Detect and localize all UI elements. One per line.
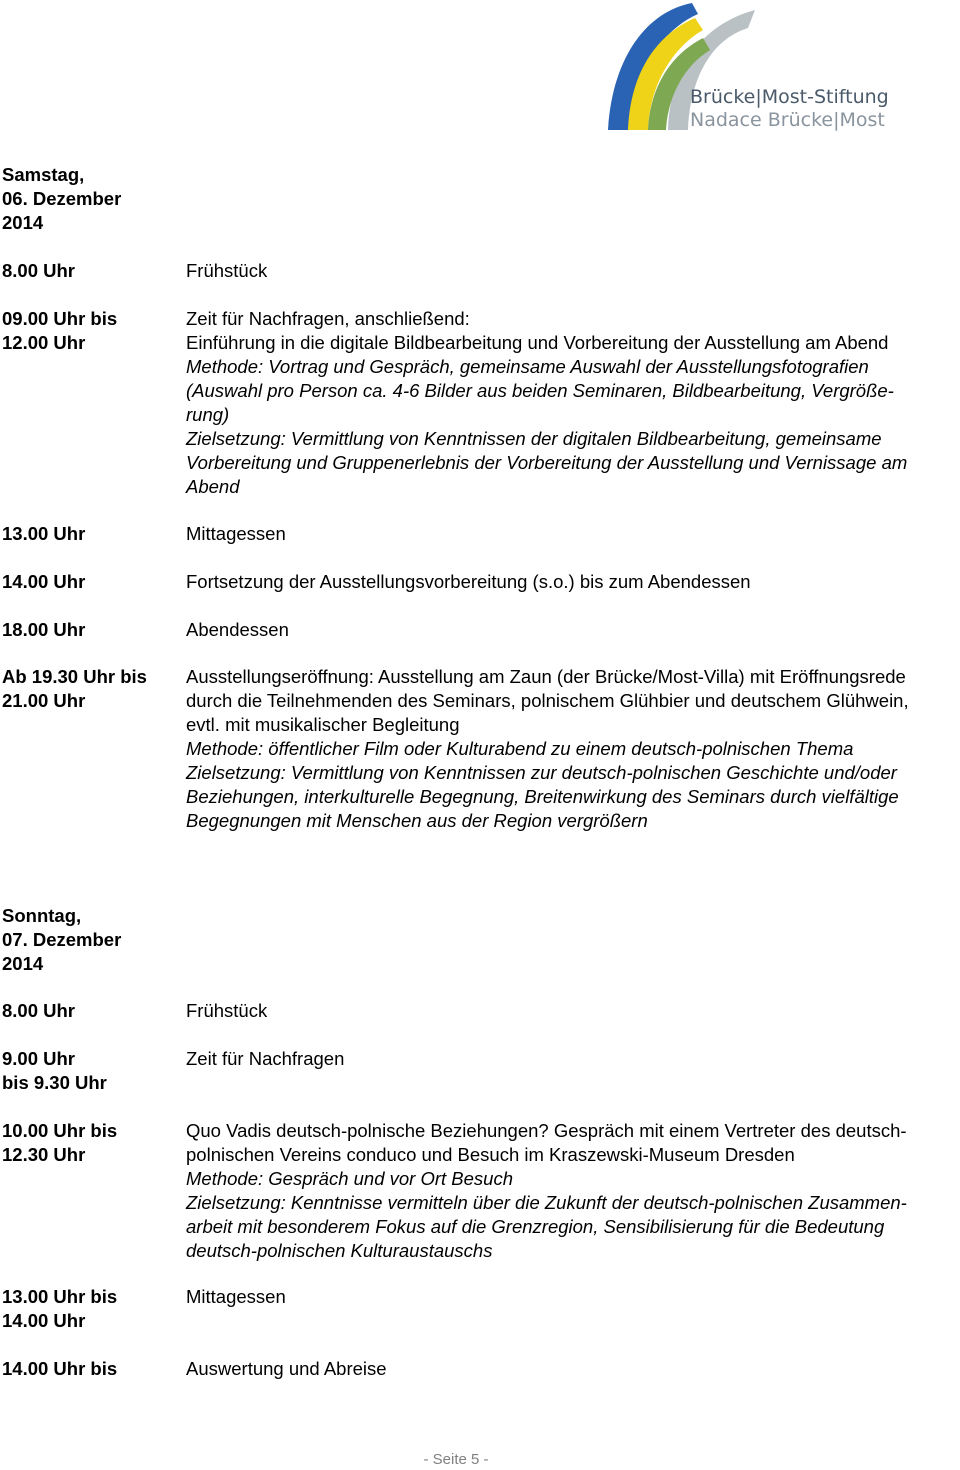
day-heading-line: Samstag, — [2, 164, 85, 185]
entry-description — [186, 259, 960, 283]
desc-line: durch die Teilnehmenden des Seminars, polnischem Glühbier und deutschem Glühwein, — [186, 690, 909, 711]
desc-line: (Auswahl pro Person ca. 4-6 Bilder aus beiden Seminaren, Bildbearbeitung, Vergröße- — [186, 380, 894, 401]
day-heading-sunday — [2, 904, 172, 976]
page-number: - Seite 5 - — [423, 1451, 489, 1468]
desc-line: deutsch-polnischen Kulturaustauschs — [186, 1240, 493, 1261]
desc-line-method: Methode: Gespräch und vor Ort Besuch — [186, 1168, 514, 1189]
desc-line: Vorbereitung und Gruppenerlebnis der Vorbereitung der Ausstellung und Vernissage am — [186, 452, 908, 473]
time-line: 12.30 Uhr — [2, 1144, 86, 1165]
entry-description — [186, 1119, 960, 1263]
time-line: 8.00 Uhr — [2, 260, 76, 281]
day-heading-line: Sonntag, — [2, 905, 82, 926]
entry-time — [2, 618, 182, 642]
entry-time — [2, 570, 182, 594]
time-line: 14.00 Uhr — [2, 571, 86, 592]
time-line: 18.00 Uhr — [2, 619, 86, 640]
time-line: 21.00 Uhr — [2, 690, 86, 711]
desc-line: Abend — [186, 476, 240, 497]
time-line: 13.00 Uhr — [2, 523, 86, 544]
entry-time — [2, 999, 182, 1023]
desc-line: Begegnungen mit Menschen aus der Region vergrößern — [186, 810, 648, 831]
time-line: bis 9.30 Uhr — [2, 1072, 107, 1093]
day-heading-saturday — [2, 163, 172, 235]
desc-line: Auswertung und Abreise — [186, 1358, 387, 1379]
entry-description — [186, 570, 960, 594]
desc-line: Mittagessen — [186, 1286, 286, 1307]
time-line: 13.00 Uhr bis — [2, 1286, 118, 1307]
entry-time — [2, 1357, 182, 1381]
desc-line: Ausstellungseröffnung: Ausstellung am Zaun (der Brücke/Most-Villa) mit Eröffnungsrede — [186, 666, 906, 687]
day-heading-line: 07. Dezember — [2, 929, 122, 950]
time-line: 14.00 Uhr bis — [2, 1358, 118, 1379]
desc-line: Mittagessen — [186, 523, 286, 544]
logo-text-line2: Nadace Brücke|Most — [690, 109, 885, 131]
desc-line: polnischen Vereins conduco und Besuch im Kraszewski-Museum Dresden — [186, 1144, 795, 1165]
desc-line-method: Methode: Vortrag und Gespräch, gemeinsame Auswahl der Ausstellungsfotografien — [186, 356, 869, 377]
desc-line: rung) — [186, 404, 230, 425]
entry-time — [2, 665, 182, 713]
entry-description — [186, 307, 960, 499]
desc-line-goal: Zielsetzung: Kenntnisse vermitteln über die Zukunft der deutsch-polnischen Zusammen- — [186, 1192, 907, 1213]
entry-time — [2, 522, 182, 546]
entry-description — [186, 522, 960, 546]
entry-time — [2, 1285, 182, 1333]
entry-description — [186, 999, 960, 1023]
desc-line-goal: Zielsetzung: Vermittlung von Kenntnissen zur deutsch-polnischen Geschichte und/oder — [186, 762, 897, 783]
desc-line: Quo Vadis deutsch-polnische Beziehungen? Gespräch mit einem Vertreter des deutsch- — [186, 1120, 907, 1141]
logo-text-line1: Brücke|Most-Stiftung — [690, 86, 889, 108]
entry-description — [186, 665, 960, 833]
time-line: 12.00 Uhr — [2, 332, 86, 353]
desc-line: Abendessen — [186, 619, 289, 640]
entry-description — [186, 1357, 960, 1381]
desc-line: Zeit für Nachfragen, anschließend: — [186, 308, 470, 329]
time-line: 10.00 Uhr bis — [2, 1120, 118, 1141]
day-heading-line: 2014 — [2, 953, 44, 974]
time-line: Ab 19.30 Uhr bis — [2, 666, 147, 687]
desc-line: Frühstück — [186, 260, 268, 281]
desc-line: Einführung in die digitale Bildbearbeitung und Vorbereitung der Ausstellung am Abend — [186, 332, 889, 353]
entry-description — [186, 1285, 960, 1309]
time-line: 8.00 Uhr — [2, 1000, 76, 1021]
entry-time — [2, 1047, 182, 1095]
entry-time — [2, 307, 182, 355]
time-line: 09.00 Uhr bis — [2, 308, 118, 329]
desc-line: arbeit mit besonderem Fokus auf die Grenzregion, Sensibilisierung für die Bedeutung — [186, 1216, 885, 1237]
desc-line: Frühstück — [186, 1000, 268, 1021]
desc-line: Beziehungen, interkulturelle Begegnung, Breitenwirkung des Seminars durch vielfältige — [186, 786, 899, 807]
entry-time — [2, 1119, 182, 1167]
time-line: 14.00 Uhr — [2, 1310, 86, 1331]
entry-time — [2, 259, 182, 283]
entry-description — [186, 1047, 960, 1071]
entry-description — [186, 618, 960, 642]
time-line: 9.00 Uhr — [2, 1048, 76, 1069]
desc-line: Zeit für Nachfragen — [186, 1048, 345, 1069]
day-heading-line: 06. Dezember — [2, 188, 122, 209]
desc-line-goal: Zielsetzung: Vermittlung von Kenntnissen der digitalen Bildbearbeitung, gemeinsame — [186, 428, 882, 449]
desc-line: Fortsetzung der Ausstellungsvorbereitung (s.o.) bis zum Abendessen — [186, 571, 751, 592]
desc-line-method: Methode: öffentlicher Film oder Kulturabend zu einem deutsch-polnischen Thema — [186, 738, 854, 759]
day-heading-line: 2014 — [2, 212, 44, 233]
desc-line: evtl. mit musikalischer Begleitung — [186, 714, 460, 735]
